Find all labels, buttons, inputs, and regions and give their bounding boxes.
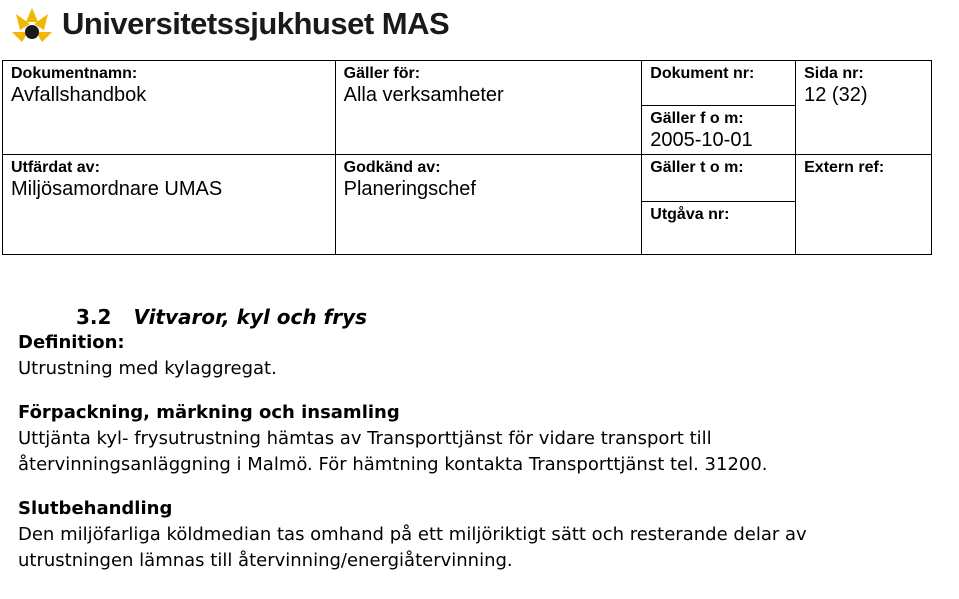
- dokument-nr-label: Dokument nr:: [650, 65, 755, 82]
- sida-nr-value: 12 (32): [804, 84, 868, 106]
- definition-text: Utrustning med kylaggregat.: [18, 358, 277, 379]
- collection-line-2: återvinningsanläggning i Malmö. För hämtning kontakta Transporttjänst tel. 31200.: [18, 454, 768, 475]
- dokumentnamn-label: Dokumentnamn:: [11, 65, 138, 82]
- final-treatment-heading: Slutbehandling: [18, 498, 173, 519]
- galler-for-label: Gäller för:: [343, 65, 421, 82]
- sun-logo-icon: [8, 2, 56, 46]
- collection-heading: Förpackning, märkning och insamling: [18, 402, 400, 423]
- section-title: Vitvaror, kyl och frys: [133, 305, 368, 329]
- extern-ref-label: Extern ref:: [804, 159, 885, 176]
- logo-text: Universitetssjukhuset MAS: [62, 6, 450, 41]
- sida-nr-label: Sida nr:: [804, 65, 864, 82]
- godkand-av-value: Planeringschef: [343, 178, 476, 200]
- extern-ref-cell: [796, 155, 932, 255]
- godkand-av-label: Godkänd av:: [343, 159, 441, 176]
- galler-tom-label: Gäller t o m:: [650, 159, 744, 176]
- definition-heading: Definition:: [18, 332, 125, 353]
- utfardat-av-label: Utfärdat av:: [11, 159, 100, 176]
- galler-tom-cell: [642, 155, 796, 255]
- document-body: [18, 304, 807, 574]
- document-header-table: [2, 60, 932, 255]
- hospital-logo: [8, 2, 449, 46]
- sida-nr-cell: [796, 61, 932, 155]
- section-number: 3.2: [76, 305, 112, 329]
- godkand-av-cell: [335, 155, 642, 255]
- final-treatment-line-1: Den miljöfarliga köldmedian tas omhand på ett miljöriktigt sätt och resterande delar av: [18, 524, 807, 545]
- utfardat-av-cell: [3, 155, 336, 255]
- dokumentnamn-value: Avfallshandbok: [11, 84, 147, 106]
- dokument-nr-cell: [642, 61, 796, 155]
- section-heading: [76, 304, 807, 330]
- galler-fom-value: 2005-10-01: [650, 129, 753, 151]
- dokumentnamn-cell: [3, 61, 336, 155]
- utfardat-av-value: Miljösamordnare UMAS: [11, 178, 223, 200]
- galler-fom-label: Gäller f o m:: [650, 110, 744, 127]
- final-treatment-line-2: utrustningen lämnas till återvinning/energiåtervinning.: [18, 550, 513, 571]
- galler-for-value: Alla verksamheter: [343, 84, 504, 106]
- utgava-nr-label: Utgåva nr:: [650, 206, 730, 223]
- galler-for-cell: [335, 61, 642, 155]
- collection-line-1: Uttjänta kyl- frysutrustning hämtas av Transporttjänst för vidare transport till: [18, 428, 712, 449]
